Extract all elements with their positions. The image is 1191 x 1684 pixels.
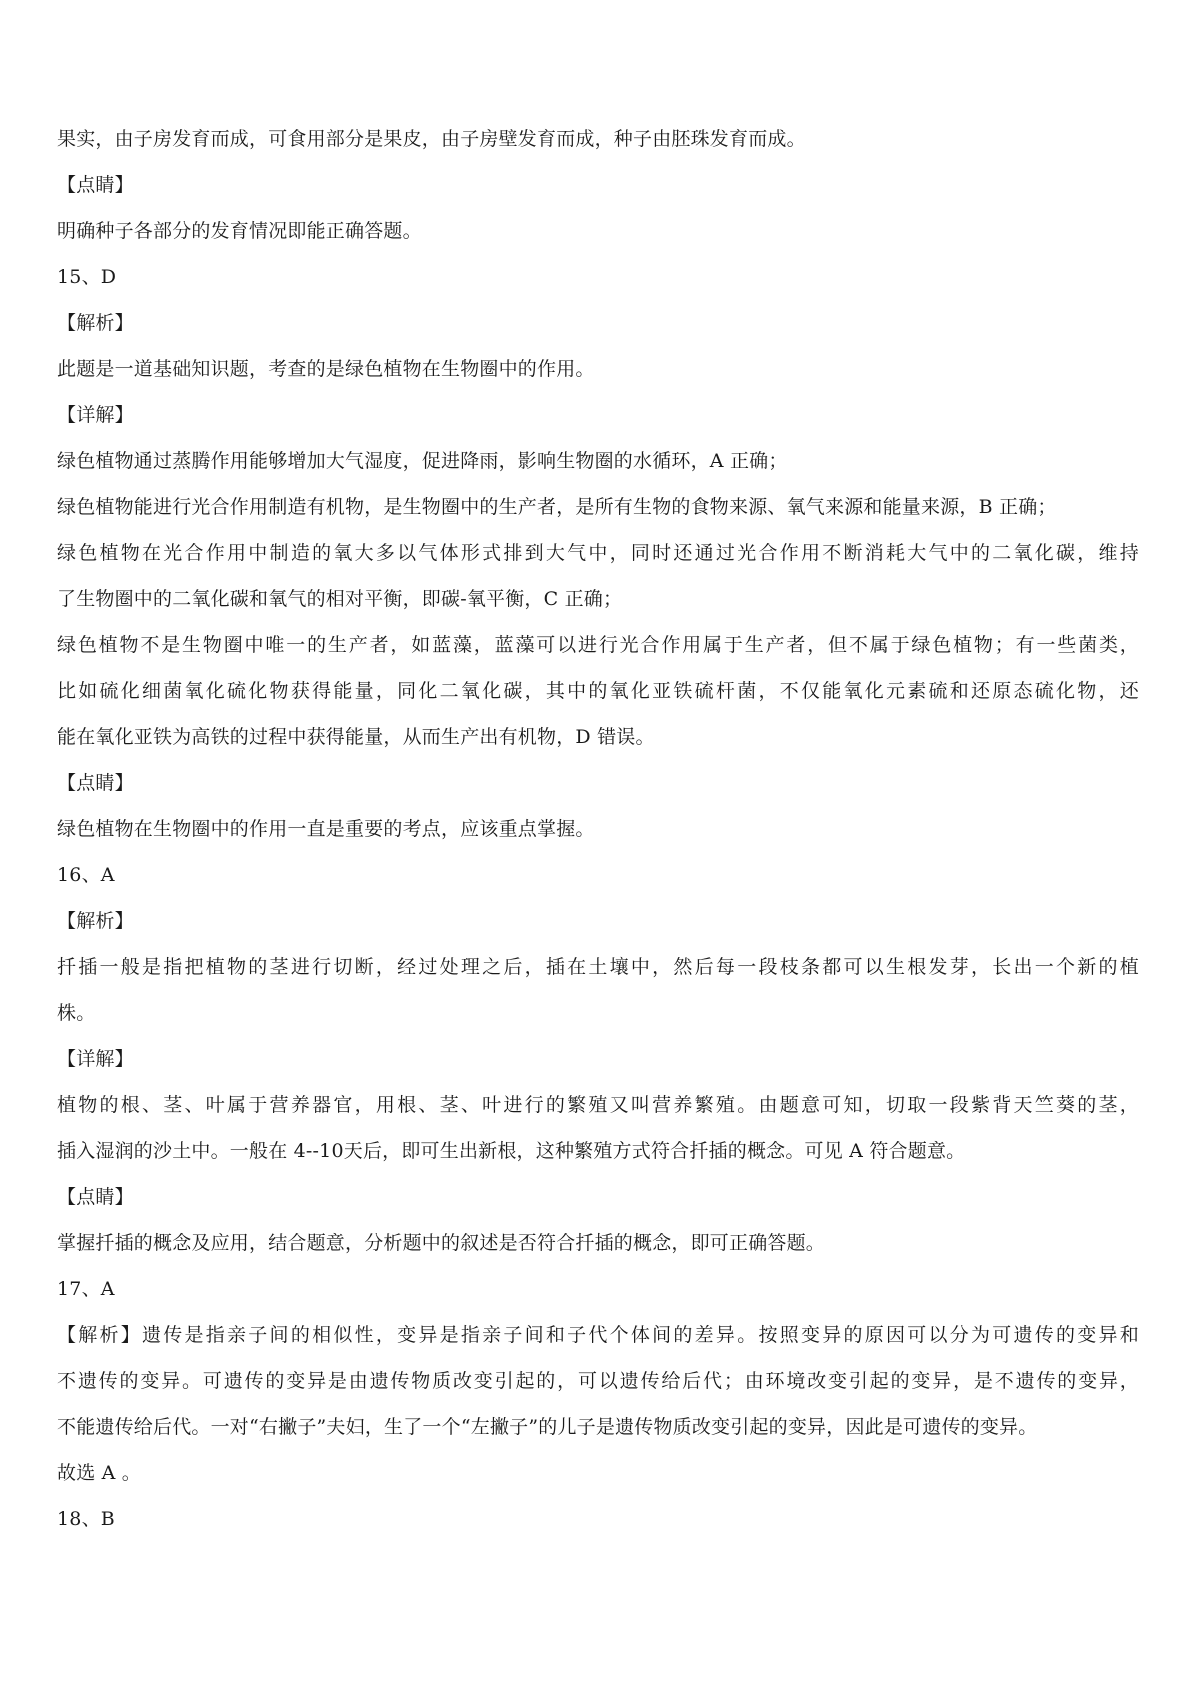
text-line: 果实，由子房发育而成，可食用部分是果皮，由子房壁发育而成，种子由胚珠发育而成。: [57, 128, 806, 150]
text-line: 绿色植物不是生物圈中唯一的生产者，如蓝藻，蓝藻可以进行光合作用属于生产者，但不属于绿色植物；有一些菌类，: [57, 634, 1139, 656]
text-line: 植物的根、茎、叶属于营养器官，用根、茎、叶进行的繁殖又叫营养繁殖。由题意可知，切取一段紫背天竺葵的茎，: [57, 1094, 1139, 1116]
section-heading: 【解析】: [57, 910, 134, 932]
text-line: 不遗传的变异。可遗传的变异是由遗传物质改变引起的，可以遗传给后代；由环境改变引起的变异，是不遗传的变异，: [57, 1370, 1139, 1392]
section-heading: 【点睛】: [57, 174, 134, 196]
text-line: 了生物圈中的二氧化碳和氧气的相对平衡，即碳-氧平衡，C 正确；: [57, 588, 623, 610]
text-line: 此题是一道基础知识题，考查的是绿色植物在生物圈中的作用。: [57, 358, 595, 380]
text-line: 比如硫化细菌氧化硫化物获得能量，同化二氧化碳，其中的氧化亚铁硫杆菌，不仅能氧化元素硫和还原态硫化物，还: [57, 680, 1139, 702]
text-line: 故选 A 。: [57, 1462, 142, 1484]
answer-number: 16、A: [57, 864, 115, 886]
text-line: 扦插一般是指把植物的茎进行切断，经过处理之后，插在土壤中，然后每一段枝条都可以生根发芽，长出一个新的植: [57, 956, 1139, 978]
answer-number: 17、A: [57, 1278, 115, 1300]
section-heading: 【解析】: [57, 312, 134, 334]
text-line: 不能遗传给后代。一对“右撇子”夫妇，生了一个“左撇子”的儿子是遗传物质改变引起的变异，因此是可遗传的变异。: [57, 1416, 1038, 1438]
text-line: 掌握扦插的概念及应用，结合题意，分析题中的叙述是否符合扦插的概念，即可正确答题。: [57, 1232, 826, 1254]
text-line: 株。: [57, 1002, 96, 1024]
text-line: 绿色植物在光合作用中制造的氧大多以气体形式排到大气中，同时还通过光合作用不断消耗大气中的二氧化碳，维持: [57, 542, 1139, 564]
text-line: 绿色植物在生物圈中的作用一直是重要的考点，应该重点掌握。: [57, 818, 595, 840]
text-line: 插入湿润的沙土中。一般在 4--10天后，即可生出新根，这种繁殖方式符合扦插的概念。可见 A 符合题意。: [57, 1140, 966, 1162]
section-heading: 【详解】: [57, 1048, 134, 1070]
text-line: 能在氧化亚铁为高铁的过程中获得能量，从而生产出有机物，D 错误。: [57, 726, 655, 748]
section-heading: 【点睛】: [57, 772, 134, 794]
answer-number: 15、D: [57, 266, 117, 288]
text-line: 绿色植物通过蒸腾作用能够增加大气湿度，促进降雨，影响生物圈的水循环，A 正确；: [57, 450, 788, 472]
text-line: 明确种子各部分的发育情况即能正确答题。: [57, 220, 422, 242]
section-heading: 【点睛】: [57, 1186, 134, 1208]
section-heading: 【详解】: [57, 404, 134, 426]
text-line: 【解析】遗传是指亲子间的相似性，变异是指亲子间和子代个体间的差异。按照变异的原因可以分为可遗传的变异和: [57, 1324, 1139, 1346]
answer-number: 18、B: [57, 1508, 115, 1530]
document-body: [57, 116, 1139, 1542]
text-line: 绿色植物能进行光合作用制造有机物，是生物圈中的生产者，是所有生物的食物来源、氧气来源和能量来源，B 正确；: [57, 496, 1057, 518]
